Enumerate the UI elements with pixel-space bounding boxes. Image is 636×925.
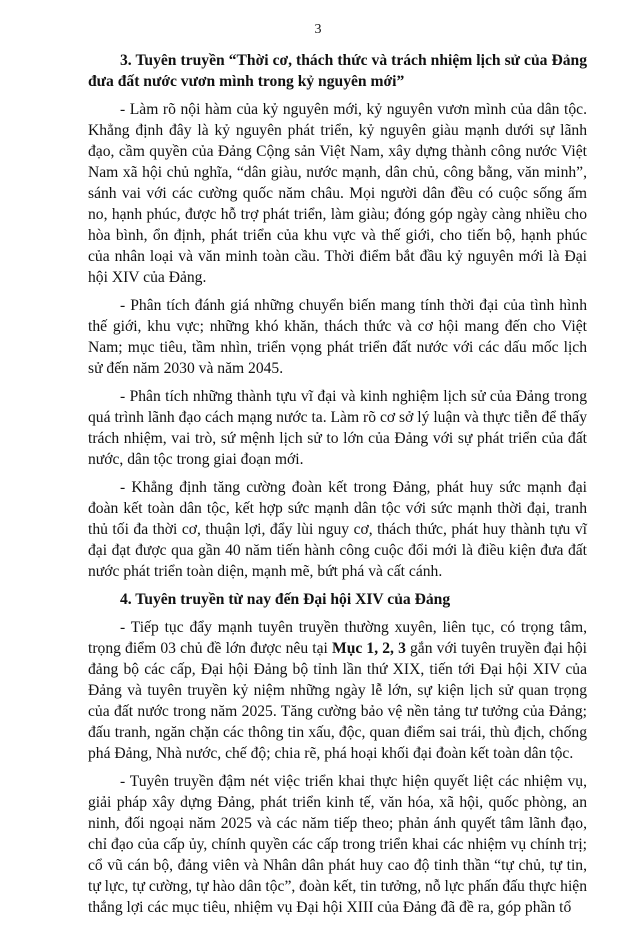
paragraph: - Phân tích những thành tựu vĩ đại và kinh nghiệm lịch sử của Đảng trong quá trình lãnh đạo cách mạng nước ta. Làm rõ cơ sở lý luận và thực tiễn để thấy trách nhiệm, vai trò, sứ mệnh lịch sử to lớn của Đảng với sự phát triển của đất nước, dân tộc trong giai đoạn mới.: [88, 388, 587, 468]
paragraph: - Phân tích đánh giá những chuyển biến mang tính thời đại của tình hình thế giới, khu vực; những khó khăn, thách thức và cơ hội mang đến cho Việt Nam; mục tiêu, tầm nhìn, triển vọng phát triển đất nước với các dấu mốc lịch sử đến năm 2030 và năm 2045.: [88, 297, 587, 377]
section-reference: Mục 1, 2, 3: [331, 640, 406, 657]
paragraph: - Làm rõ nội hàm của kỷ nguyên mới, kỷ nguyên vươn mình của dân tộc. Khẳng định đây là kỷ nguyên phát triển, kỷ nguyên giàu mạnh dưới sự lãnh đạo, cầm quyền của Đảng Cộng sản Việt Nam, xây dựng thành công nước Việt Nam xã hội chủ nghĩa, “dân giàu, nước mạnh, dân chủ, công bằng, văn minh”, sánh vai với các cường quốc năm châu. Mọi người dân đều có cuộc sống ấm no, hạnh phúc, được hỗ trợ phát triển, làm giàu; đóng góp ngày càng nhiều cho hòa bình, ổn định, phát triển của khu vực và thế giới, cho tiến bộ, hạnh phúc của nhân loại và văn minh toàn cầu. Thời điểm bắt đầu kỷ nguyên mới là Đại hội XIV của Đảng.: [88, 101, 587, 286]
paragraph: - Tuyên truyền đậm nét việc triển khai thực hiện quyết liệt các nhiệm vụ, giải pháp xây dựng Đảng, phát triển kinh tế, văn hóa, xã hội, quốc phòng, an ninh, đối ngoại năm 2025 và các năm tiếp theo; phản ánh quyết tâm lãnh đạo, chỉ đạo của cấp ủy, chính quyền các cấp trong triển khai các nhiệm vụ chính trị; cổ vũ cán bộ, đảng viên và Nhân dân phát huy cao độ tinh thần “tự chủ, tự tin, tự lực, tự cường, tự hào dân tộc”, đoàn kết, tin tưởng, nỗ lực phấn đấu thực hiện thắng lợi các mục tiêu, nhiệm vụ Đại hội XIII của Đảng đã đề ra, góp phần tổ: [88, 773, 587, 916]
paragraph-text: - Tiếp tục đẩy mạnh tuyên truyền thường xuyên, liên tục, có trọng tâm, trọng điểm 03 chủ đề lớn được nêu tại: [88, 619, 587, 657]
paragraph: - Khẳng định tăng cường đoàn kết trong Đảng, phát huy sức mạnh đại đoàn kết toàn dân tộc, kết hợp sức mạnh dân tộc với sức mạnh thời đại, tranh thủ tối đa thời cơ, thuận lợi, đẩy lùi nguy cơ, thách thức, phát huy thành tựu vĩ đại đạt được qua gần 40 năm tiến hành công cuộc đổi mới là điều kiện đưa đất nước phát triển toàn diện, mạnh mẽ, bứt phá và cất cánh.: [88, 479, 587, 580]
paragraph: [88, 617, 587, 764]
paragraph-text: gắn với tuyên truyền đại hội đảng bộ các cấp, Đại hội Đảng bộ tỉnh lần thứ XIX, tiến tới Đại hội XIV của Đảng và tuyên truyền kỷ niệm những ngày lễ lớn, sự kiện lịch sử quan trọng của đất nước trong năm 2025. Tăng cường bảo vệ nền tảng tư tưởng của Đảng; đấu tranh, ngăn chặn các thông tin xấu, độc, quan điểm sai trái, thù địch, chống phá Đảng, Nhà nước, chế độ; chia rẽ, phá hoại khối đại đoàn kết toàn dân tộc.: [88, 640, 587, 762]
section-3-heading: 3. Tuyên truyền “Thời cơ, thách thức và trách nhiệm lịch sử của Đảng đưa đất nước vươn mình trong kỷ nguyên mới”: [88, 52, 587, 90]
section-4-heading: 4. Tuyên truyền từ nay đến Đại hội XIV của Đảng: [120, 591, 451, 608]
page-number: 3: [314, 22, 322, 37]
document-body: [88, 50, 587, 925]
